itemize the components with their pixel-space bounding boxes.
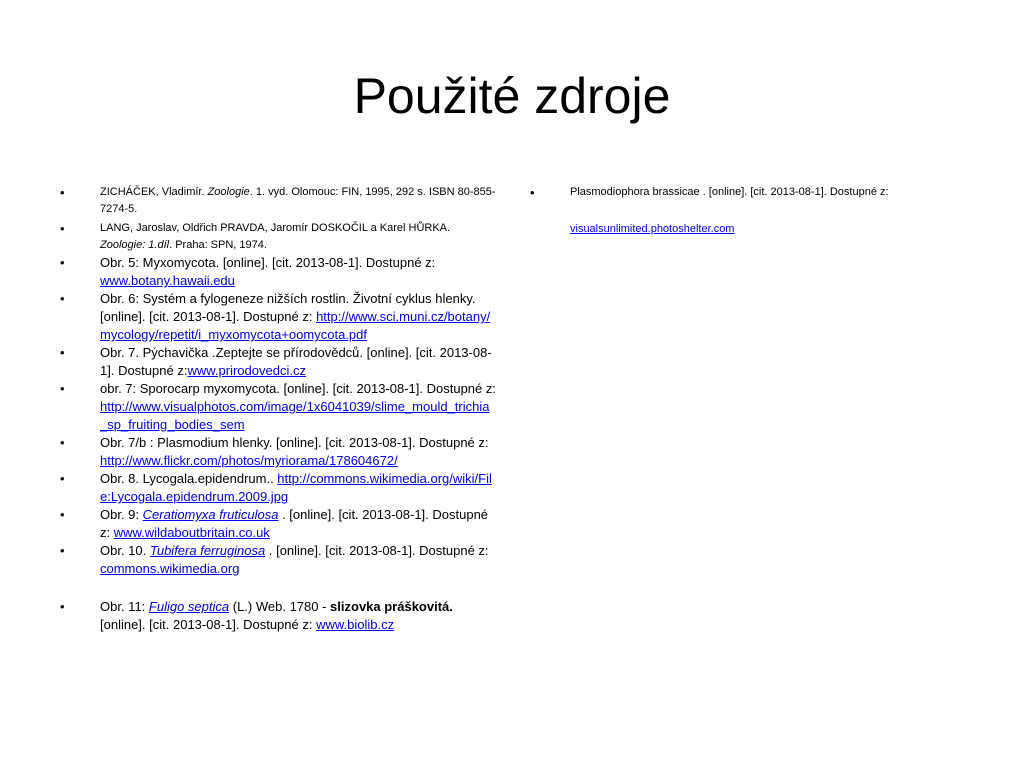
reference-link[interactable]: www.prirodovedci.cz [187,363,306,378]
reference-item [60,470,496,506]
reference-link[interactable]: http://www.visualphotos.com/image/1x6041039/slime_mould_trichia_sp_fruiting_bodies_sem [100,399,490,432]
reference-text: ZICHÁČEK, Vladimír. [100,186,208,198]
reference-item [60,290,496,344]
reference-link[interactable]: www.wildaboutbritain.co.uk [113,525,270,540]
species-link[interactable] [149,599,229,614]
reference-link[interactable]: http://www.sci.muni.cz/botany/mycology/repetit/i_myxomycota+oomycota.pdf [100,309,491,342]
reference-text: . 1. vyd. Olomouc: FIN, 1995, 292 s. ISBN 80-855-7274-5. [100,186,496,215]
reference-italic: Zoologie [207,186,250,198]
reference-item [60,184,496,218]
reference-text: obr. 7: Sporocarp myxomycota. [online]. [cit. 2013-08-1]. Dostupné z: [100,381,496,396]
reference-item [60,434,496,470]
reference-text: [online]. [cit. 2013-08-1]. Dostupné z: [100,617,317,632]
reference-text: Obr. 7/b : Plasmodium hlenky. [online]. [cit. 2013-08-1]. Dostupné z: [100,435,489,450]
reference-text: Obr. 6: Systém a fylogeneze nižších rostlin. Životní cyklus hlenky. [online]. [cit. 2013-08-1]. Dostupné z: [100,291,476,324]
reference-text: Plasmodiophora brassicae . [online]. [cit. 2013-08-1]. Dostupné z: [570,186,889,198]
reference-item [60,220,496,254]
bullet-icon: • [60,471,65,486]
slide-title: Použité zdroje [353,68,671,124]
reference-link[interactable]: http://www.flickr.com/photos/myriorama/178604672/ [100,453,398,468]
reference-text: Obr. 9: [100,507,143,522]
reference-text: . [online]. [cit. 2013-08-1]. Dostupné z: [265,543,489,558]
bullet-icon: • [60,255,65,270]
reference-item [60,380,496,434]
references-list [530,184,960,238]
reference-text: Obr. 8. Lycogala.epidendrum.. [100,471,278,486]
reference-text: Obr. 11: [100,599,149,614]
reference-item [60,598,496,634]
reference-text: Obr. 5: Myxomycota. [online]. [cit. 2013-08-1]. Dostupné z: [100,255,436,270]
bullet-icon: • [60,381,65,396]
species-name: Tubifera ferruginosa [149,543,266,558]
reference-text: Obr. 7. Pýchavička .Zeptejte se přírodovědců. [online]. [cit. 2013-08-1]. Dostupné z: [100,345,492,378]
bullet-icon: • [60,599,65,614]
reference-link[interactable]: www.biolib.cz [316,617,395,632]
references-right-column [530,184,960,238]
reference-item [60,506,496,542]
reference-italic: Zoologie: 1.díl [100,239,170,251]
reference-text: . Praha: SPN, 1974. [169,239,267,251]
references-list [60,184,496,634]
reference-link[interactable]: visualsunlimited.photoshelter.com [570,223,735,235]
species-link[interactable] [150,543,265,558]
bullet-icon: • [60,345,65,360]
references-left-column [60,184,496,634]
reference-text: . [online]. [cit. 2013-08-1]. Dostupné z: [100,507,489,540]
reference-link[interactable]: www.botany.hawaii.edu [100,273,235,288]
reference-item [60,344,496,380]
reference-bold: slizovka práškovitá. [330,599,453,614]
reference-item [530,184,960,238]
bullet-icon: • [60,185,65,200]
bullet-icon: • [530,185,535,200]
reference-item [60,542,496,578]
reference-item [60,254,496,290]
species-name: Ceratiomyxa fruticulosa [142,507,279,522]
reference-text: (L.) Web. 1780 - [229,599,331,614]
species-name: Fuligo septica [148,599,230,614]
bullet-icon: • [60,543,65,558]
reference-link[interactable]: http://commons.wikimedia.org/wiki/File:Lycogala.epidendrum.2009.jpg [100,471,492,504]
bullet-icon: • [60,291,65,306]
bullet-icon: • [60,507,65,522]
bullet-icon: • [60,221,65,236]
bullet-icon: • [60,435,65,450]
reference-link[interactable]: commons.wikimedia.org [100,561,240,576]
reference-text: LANG, Jaroslav, Oldřich PRAVDA, Jaromír DOSKOČIL a Karel HŮRKA. [100,222,451,234]
reference-text: Obr. 10. [100,543,150,558]
species-link[interactable] [143,507,279,522]
